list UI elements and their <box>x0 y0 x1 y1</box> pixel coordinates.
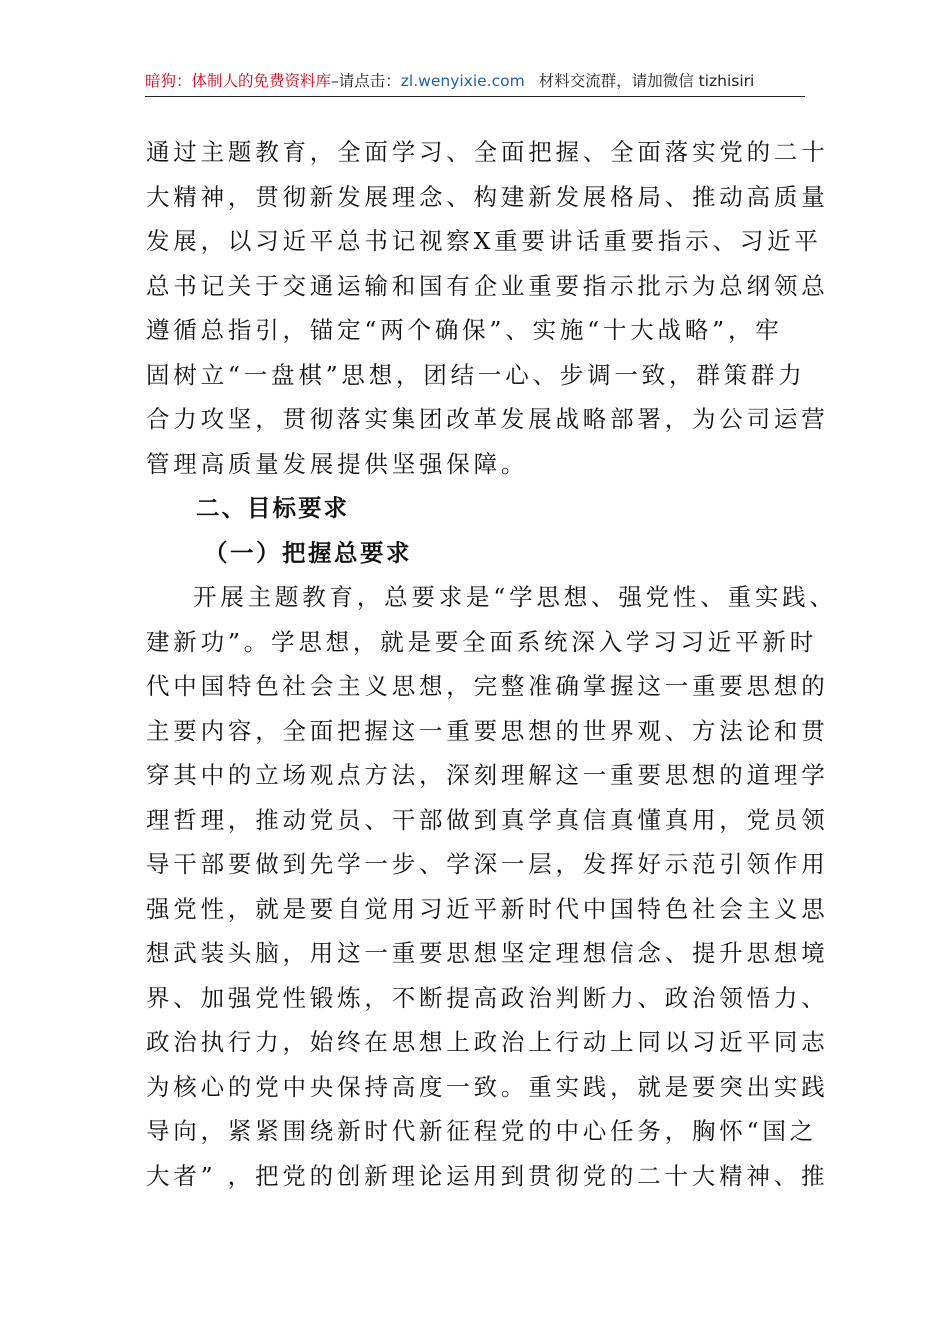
section-heading: 二、目标要求 <box>196 494 349 522</box>
paragraph-line: 想武装头脑，用这一重要思想坚定理想信念、提升思想境 <box>146 939 829 967</box>
paragraph-line: 代中国特色社会主义思想，完整准确掌握这一重要思想的 <box>146 672 829 700</box>
paragraph-line: 大精神，贯彻新发展理念、构建新发展格局、推动高质量 <box>146 182 829 211</box>
document-body <box>146 130 837 1198</box>
page-header <box>145 68 805 97</box>
paragraph-line: 政治执行力，始终在思想上政治上行动上同以习近平同志 <box>146 1028 829 1056</box>
subsection-heading: （一）把握总要求 <box>204 538 412 567</box>
paragraph-line: 开展主题教育，总要求是“学思想、强党性、重实践、 <box>193 583 837 611</box>
wechat-group-note: 材料交流群，请加微信 tizhisiri <box>538 72 755 90</box>
paragraph-line: 导向，紧紧围绕新时代新征程党的中心任务，胸怀“国之 <box>146 1117 818 1145</box>
paragraph-line: 建新功”。学思想，就是要全面系统深入学习习近平新时 <box>146 627 818 656</box>
paragraph-line: 为核心的党中央保持高度一致。重实践，就是要突出实践 <box>146 1072 829 1101</box>
paragraph-line: 导干部要做到先学一步、学深一层，发挥好示范引领作用 <box>146 850 829 878</box>
paragraph-line: 大者” ，把党的创新理论运用到贯彻党的二十大精神、推 <box>146 1161 829 1190</box>
site-name: 暗狗：体制人的免费资料库 <box>145 72 332 90</box>
paragraph-line: 合力攻坚，贯彻落实集团改革发展战略部署，为公司运营 <box>146 405 829 433</box>
paragraph-line: 管理高质量发展提供坚强保障。 <box>146 449 529 478</box>
paragraph-line: 通过主题教育，全面学习、全面把握、全面落实党的二十 <box>146 138 829 166</box>
click-prompt: –请点击： <box>331 72 401 90</box>
paragraph-line: 总书记关于交通运输和国有企业重要指示批示为总纲领总 <box>146 271 829 300</box>
paragraph-line: 遵循总指引，锚定“两个确保”、实施“十大战略”，牢 <box>146 316 783 344</box>
paragraph-line: 主要内容，全面把握这一重要思想的世界观、方法论和贯 <box>146 716 829 745</box>
paragraph-line: 固树立“一盘棋”思想，团结一心、步调一致，群策群力 <box>146 360 806 389</box>
paragraph-line: 发展，以习近平总书记视察X重要讲话重要指示、习近平 <box>146 227 822 255</box>
paragraph-line: 强党性，就是要自觉用习近平新时代中国特色社会主义思 <box>146 894 829 923</box>
paragraph-line: 理哲理，推动党员、干部做到真学真信真懂真用，党员领 <box>146 805 829 834</box>
paragraph-line: 穿其中的立场观点方法，深刻理解这一重要思想的道理学 <box>146 761 829 789</box>
paragraph-line: 界、加强党性锻炼，不断提高政治判断力、政治领悟力、 <box>146 983 829 1012</box>
site-url-link[interactable]: zl.wenyixie.com <box>400 72 525 90</box>
